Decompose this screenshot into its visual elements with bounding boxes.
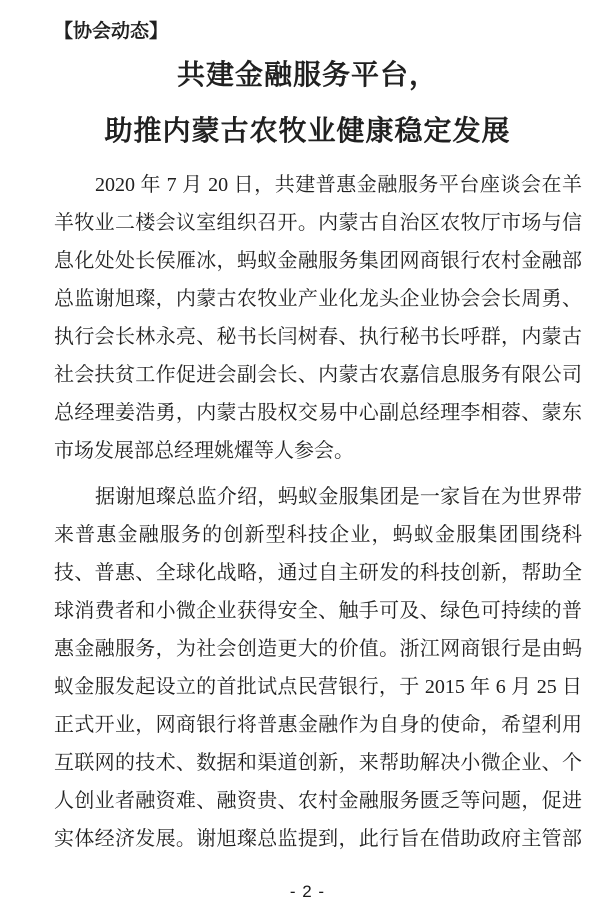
paragraph-line: 执行会长林永亮、秘书长闫树春、执行秘书长呼群，内蒙古 bbox=[54, 326, 582, 348]
section-tag: 【协会动态】 bbox=[54, 21, 169, 42]
paragraph-line: 实体经济发展。谢旭璨总监提到，此行旨在借助政府主管部 bbox=[54, 828, 582, 850]
title-line-2: 助推内蒙古农牧业健康稳定发展 bbox=[104, 116, 511, 147]
paragraph-line: 人创业者融资难、融资贵、农村金融服务匮乏等问题，促进 bbox=[54, 790, 582, 812]
paragraph-line: 正式开业，网商银行将普惠金融作为自身的使命，希望利用 bbox=[54, 714, 582, 736]
paragraph bbox=[54, 478, 582, 858]
paragraph-line: 惠金融服务，为社会创造更大的价值。浙江网商银行是由蚂 bbox=[54, 638, 582, 660]
paragraph-line: 社会扶贫工作促进会副会长、内蒙古农嘉信息服务有限公司 bbox=[54, 364, 582, 386]
paragraph-line: 总经理姜浩勇，内蒙古股权交易中心副总经理李相蓉、蒙东 bbox=[54, 402, 582, 424]
paragraph-line: 技、普惠、全球化战略，通过自主研发的科技创新，帮助全 bbox=[54, 562, 582, 584]
page-number: - 2 - bbox=[289, 882, 326, 901]
paragraph bbox=[54, 166, 582, 470]
paragraph-line: 来普惠金融服务的创新型科技企业，蚂蚁金服集团围绕科 bbox=[54, 524, 582, 546]
paragraph-line: 羊牧业二楼会议室组织召开。内蒙古自治区农牧厅市场与信 bbox=[54, 212, 582, 234]
title-line-1: 共建金融服务平台， bbox=[176, 60, 438, 91]
paragraph-line: 总监谢旭璨，内蒙古农牧业产业化龙头企业协会会长周勇、 bbox=[54, 288, 582, 310]
paragraph-line: 球消费者和小微企业获得安全、触手可及、绿色可持续的普 bbox=[54, 600, 582, 622]
paragraph-line: 蚁金服发起设立的首批试点民营银行，于 2015 年 6 月 25 日 bbox=[54, 676, 582, 698]
paragraph-line: 互联网的技术、数据和渠道创新，来帮助解决小微企业、个 bbox=[54, 752, 582, 774]
paragraph-line: 市场发展部总经理姚燿等人参会。 bbox=[54, 440, 354, 462]
document-body bbox=[54, 166, 582, 858]
paragraph-line: 息化处处长侯雁冰，蚂蚁金融服务集团网商银行农村金融部 bbox=[54, 250, 582, 272]
paragraph-line: 据谢旭璨总监介绍，蚂蚁金服集团是一家旨在为世界带 bbox=[95, 486, 582, 508]
paragraph-line: 2020 年 7 月 20 日，共建普惠金融服务平台座谈会在羊 bbox=[95, 174, 582, 196]
document-title bbox=[0, 48, 615, 160]
